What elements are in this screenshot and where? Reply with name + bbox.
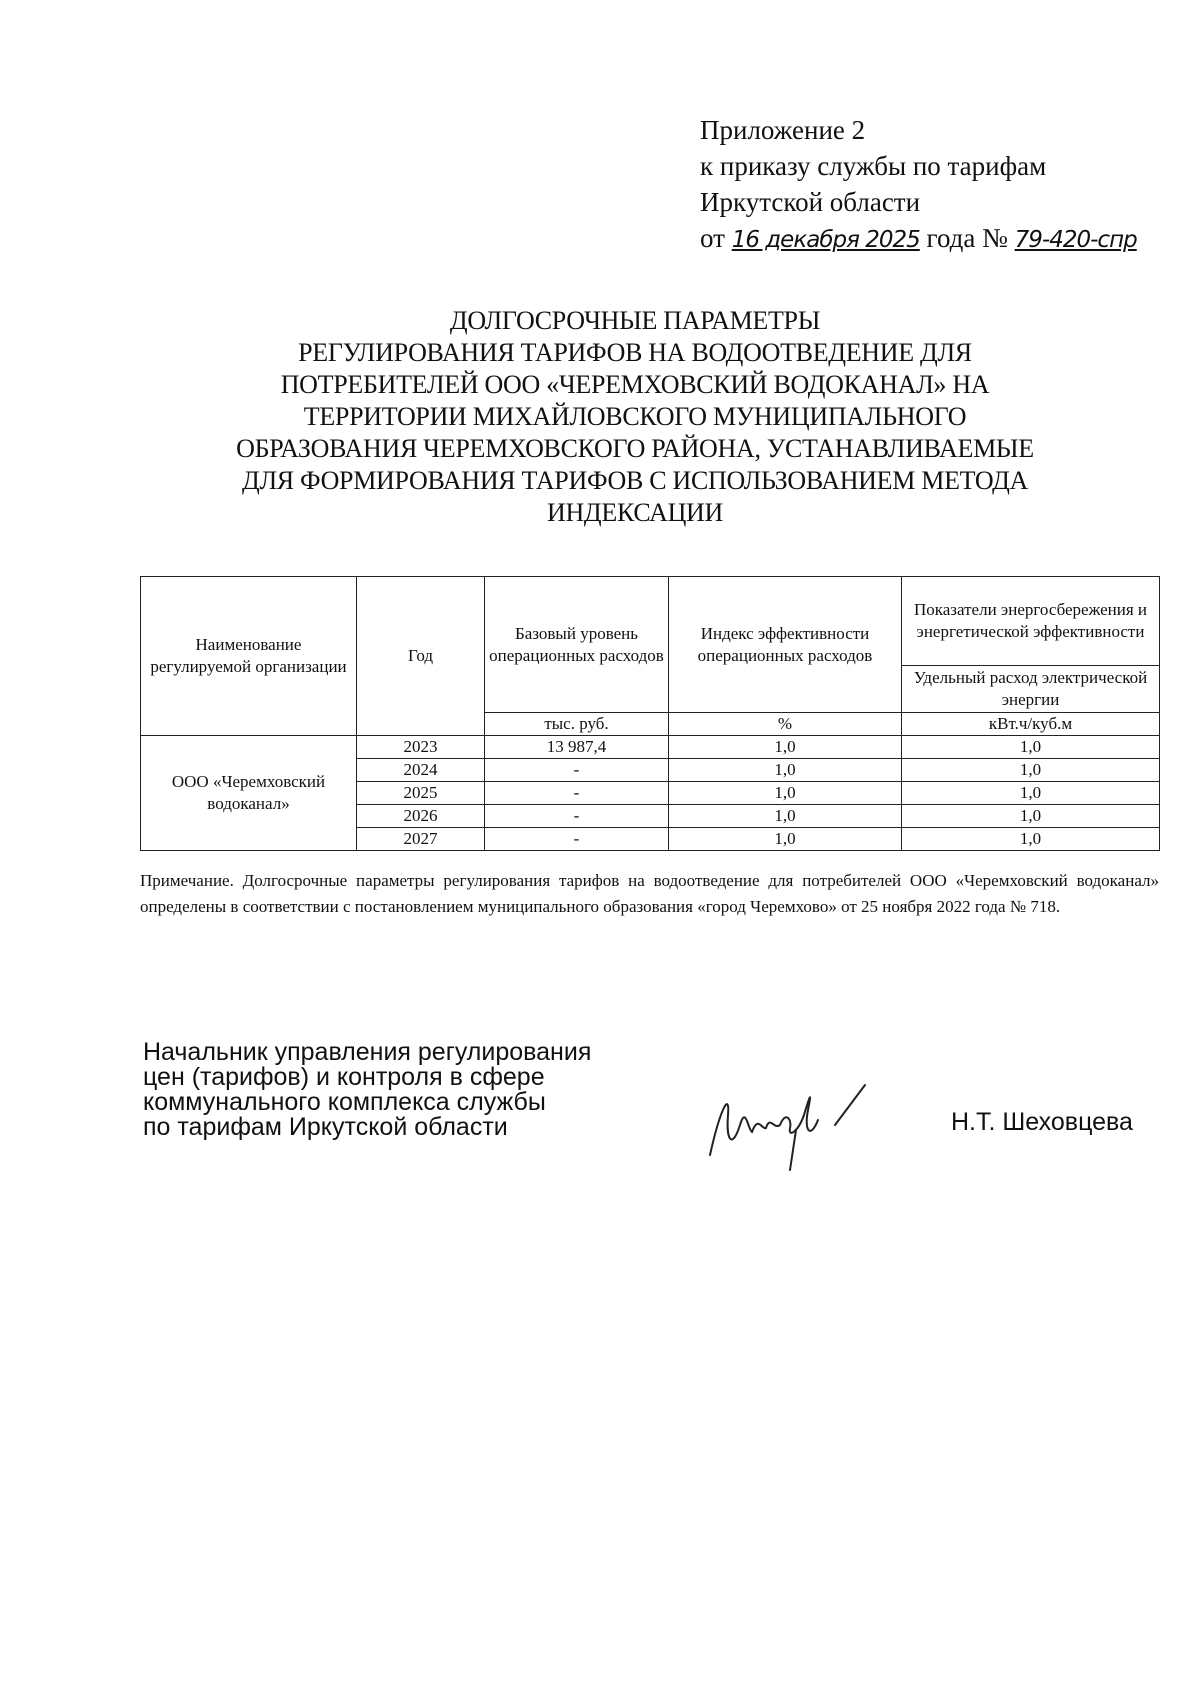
header-energy-sub: Удельный расход электрической энергии: [902, 666, 1160, 713]
title-line: РЕГУЛИРОВАНИЯ ТАРИФОВ НА ВОДООТВЕДЕНИЕ ДЛЯ: [298, 338, 972, 367]
table-note: Примечание. Долгосрочные параметры регулирования тарифов на водоотведение для потребителей ООО «Черемховский водоканал» определены в соответствии с постановлением муниципального образования «город Черемхово» от 25 ноября 2022 года № 718.: [140, 871, 1159, 916]
signer-line: Начальник управления регулирования: [143, 1038, 592, 1066]
base-cell: -: [485, 805, 669, 828]
base-cell: -: [485, 828, 669, 851]
appendix-date-line: [700, 220, 1180, 258]
title-line: ДЛЯ ФОРМИРОВАНИЯ ТАРИФОВ С ИСПОЛЬЗОВАНИЕМ МЕТОДА: [242, 466, 1028, 495]
appendix-header: [700, 112, 1180, 258]
year-cell: 2023: [357, 736, 485, 759]
index-cell: 1,0: [669, 828, 902, 851]
appendix-line-3: Иркутской области: [700, 187, 921, 217]
handwritten-order-number: 79-420-спр: [1014, 227, 1137, 253]
energy-cell: 1,0: [902, 782, 1160, 805]
document-title: [200, 305, 1070, 529]
unit-index: %: [669, 713, 902, 736]
header-efficiency-index: Индекс эффективности операционных расходов: [669, 577, 902, 713]
title-line: ИНДЕКСАЦИИ: [546, 498, 724, 527]
year-cell: 2026: [357, 805, 485, 828]
base-cell: 13 987,4: [485, 736, 669, 759]
appendix-line-2: к приказу службы по тарифам: [700, 151, 1047, 181]
base-cell: -: [485, 782, 669, 805]
year-cell: 2025: [357, 782, 485, 805]
header-energy-group: Показатели энергосбережения и энергетической эффективности: [902, 577, 1160, 666]
energy-cell: 1,0: [902, 828, 1160, 851]
title-line: ОБРАЗОВАНИЯ ЧЕРЕМХОВСКОГО РАЙОНА, УСТАНАВЛИВАЕМЫЕ: [236, 434, 1034, 463]
title-line: ПОТРЕБИТЕЛЕЙ ООО «ЧЕРЕМХОВСКИЙ ВОДОКАНАЛ» НА: [280, 370, 990, 399]
signer-name: Н.Т. Шеховцева: [951, 1108, 1133, 1136]
year-cell: 2024: [357, 759, 485, 782]
signer-line: цен (тарифов) и контроля в сфере: [143, 1063, 545, 1091]
index-cell: 1,0: [669, 759, 902, 782]
appendix-prefix: от: [700, 223, 725, 253]
table-row: [141, 736, 1160, 759]
index-cell: 1,0: [669, 805, 902, 828]
unit-energy: кВт.ч/куб.м: [902, 713, 1160, 736]
header-org: Наименование регулируемой организации: [141, 577, 357, 736]
energy-cell: 1,0: [902, 759, 1160, 782]
energy-cell: 1,0: [902, 736, 1160, 759]
signer-line: коммунального комплекса службы: [143, 1088, 546, 1116]
handwritten-signature: [700, 1070, 900, 1180]
title-line: ДОЛГОСРОЧНЫЕ ПАРАМЕТРЫ: [449, 306, 821, 335]
header-base-opex: Базовый уровень операционных расходов: [485, 577, 669, 713]
index-cell: 1,0: [669, 736, 902, 759]
index-cell: 1,0: [669, 782, 902, 805]
signer-position: [143, 1040, 663, 1140]
title-line: ТЕРРИТОРИИ МИХАЙЛОВСКОГО МУНИЦИПАЛЬНОГО: [303, 402, 967, 431]
energy-cell: 1,0: [902, 805, 1160, 828]
header-year: Год: [357, 577, 485, 736]
unit-base: тыс. руб.: [485, 713, 669, 736]
handwritten-date: 16 декабря 2025: [731, 227, 920, 253]
appendix-line-1: Приложение 2: [700, 115, 866, 145]
appendix-year-word: года №: [926, 223, 1008, 253]
signer-line: по тарифам Иркутской области: [143, 1113, 508, 1141]
parameters-table: [140, 576, 1160, 851]
base-cell: -: [485, 759, 669, 782]
org-name-cell: ООО «Черемховский водоканал»: [141, 736, 357, 851]
year-cell: 2027: [357, 828, 485, 851]
